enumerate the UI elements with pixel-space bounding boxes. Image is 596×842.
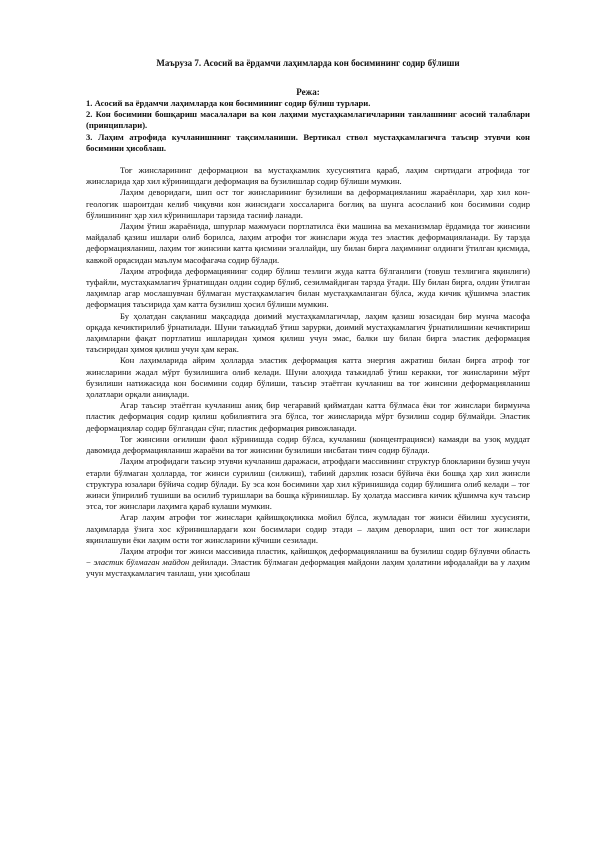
plan-item: 1. Асосий ва ёрдамчи лаҳимларда кон босимининг содир бўлиш турлари. xyxy=(86,98,371,108)
plan-list xyxy=(86,98,530,154)
body-paragraph: Агар таъсир этаётган кучланиш аниқ бир чегаравий қийматдан катта бўлмаса ёки тоғ жинслари бирмунча пластик деформация содир қилиш қобилиятига эга бўлса, тоғ жинсларида мўрт бузилиш содир бўлмайди. Эластик деформациялар содир бўлгандан сўнг, пластик деформация ривожланади. xyxy=(86,400,530,433)
plan-item: 2. Кон босимини бошқариш масалалари ва кон лаҳими мустаҳкамлагичларини танлашнинг асосий талаблари (принциплари). xyxy=(86,109,530,131)
last-paragraph-start: Лаҳим атрофи тоғ жинси массивида пластик, қайишқоқ деформацияланиш ва бузилиш содир бўлувчи область − xyxy=(86,545,530,568)
body-paragraph: Лаҳим ўтиш жараёнида, шпурлар мажмуаси портлатилса ёки машина ва механизмлар ёрдамида тоғ жинсини майдалаб қазиш ишлари олиб борилса, лаҳим атрофи тоғ жинслари жуда тез эластик деформацияланади. Бу тарзда деформацияланиш, лаҳим тоғ жинсини катта қисмини эгаллайди, шу билан бирга лаҳимнинг олдинги ўтилган қисмида, кавжой орқасидан маълум масофагача содир бўлади. xyxy=(86,221,530,265)
plan-heading: Режа: xyxy=(296,87,320,97)
body-paragraph: Тоғ жинсларининг деформацион ва мустаҳкамлик хусусиятига қараб, лаҳим сиртидаги атрофида тоғ жинсларида ҳар хил кўринишдаги деформация ва бузилишлар содир бўлиши мумкин. xyxy=(86,165,530,187)
body-paragraph: Тоғ жинсини оғилиши фаол кўринишда содир бўлса, кучланиш (концентрацияси) камаяди ва узоқ муддат давомида деформацияланиш жараёни ва тоғ жинсини бузилиши нисбатан тинч содир бўлади. xyxy=(86,433,530,456)
body-paragraph: Лаҳим атрофидаги таъсир этувчи кучланиш даражаси, атрофдаги массивнинг структур блокларини бузиш учун етарли бўлмаган ҳолларда, тоғ жинси сурилиш (силжиш), табиий дарзлик юзаси бўйича ёки бошқа ҳар хил жинсли структура юзалари бўйича содир бўлади. Бу эса кон босимини ҳар хил кўринишида содир бўлишига олиб келади – тоғ жинси ўпирилиб тушиши ва осилиб туришлари ва бошқа кўринишлар. Бу ҳолатда массивга кичик қўшимча куч таъсир этса, тоғ жинслари лаҳимга қараб кулаши мумкин. xyxy=(86,456,530,512)
body-paragraph-last xyxy=(86,546,530,580)
lecture-body xyxy=(86,165,530,580)
plan-item: 3. Лаҳим атрофида кучланишнинг тақсимланиши. Вертикал ствол мустаҳкамлагичга таъсир этувчи кон босимини ҳисоблаш. xyxy=(86,131,530,153)
inelastic-zone-term: эластик бўлмаган майдон xyxy=(93,557,190,568)
lecture-title: Маъруза 7. Асосий ва ёрдамчи лаҳимларда кон босимининг содир бўлиши xyxy=(156,58,460,68)
body-paragraph: Бу ҳолатдан сақланиш мақсадида доимий мустаҳкамлагичлар, лаҳим қазиш юзасидан бир мунча масофа орқада кечиктирилиб ўрнатилади. Шуни таъкидлаб ўтиш зарурки, доимий мустаҳкамлагич ўрнатилишини кечиктириш лаҳимларни фақат портлатиш ишларидан ҳимоя қилиш учун эмас, балки шу билан бирга эластик деформация таъсиридан ҳимоя қилиш учун ҳам керак. xyxy=(86,310,530,355)
body-paragraph: Кон лаҳимларида айрим ҳолларда эластик деформация катта энергия ажратиш билан бирга атроф тоғ жинсларини жадал мўрт бузилишига олиб келади. Шуни алоҳида таъкидлаб ўтиш керакки, тоғ жинсларини мўрт бузилиши натижасида кон босимини содир бўлиши, таъсир этаётган кучланиш ва тоғ жинсини деформацияланиш ҳолатлари орқали аниқлади. xyxy=(86,355,530,400)
body-paragraph: Агар лаҳим атрофи тоғ жинслари қайишқоқликка мойил бўлса, жумладан тоғ жинси ёйилиш хусусияти, лаҳимларда ўзига хос кўринишлардаги кон босимлари содир этади – лаҳим деворлари, шип ост тоғ жинслари яқинлашуви ёки лаҳим ости тоғ жинсларини кўчиши сезилади. xyxy=(86,512,530,545)
body-paragraph: Лаҳим атрофида деформациянинг содир бўлиш тезлиги жуда катта бўлганлиги (товуш тезлигига яқинлиги) туфайли, мустаҳкамлагич ўрнатишдан олдин содир бўлиб, сезилмайдиган тарзда ўтади. Шу билан бирга, олдин ўтилган лаҳимлар агар мослашувчан бўлмаган мустаҳкамлагич билан мустаҳкамланган бўлса, жуда кичик қўшимча эластик деформация таъсирида ҳам катта бузилиш ҳосил бўлиши мумкин. xyxy=(86,265,530,310)
last-paragraph-end: дейилади. Эластик бўлмаган деформация майдони лаҳим ҳолатини ифодалайди ва у лаҳим учун мустаҳкамлагич танлаш, уни ҳисоблаш xyxy=(86,557,530,579)
body-paragraph: Лаҳим деворидаги, шип ост тоғ жинсларининг бузилиши ва деформацияланиш жараёнлари, ҳар хил кон-геологик шароитдан келиб чиқувчи кон жинсидаги хоссаларига боғлиқ ва шунга асосланиб кон босимини содир бўлишининг ҳар хил кўринишлари тарзида тасниф ланади. xyxy=(86,187,530,220)
